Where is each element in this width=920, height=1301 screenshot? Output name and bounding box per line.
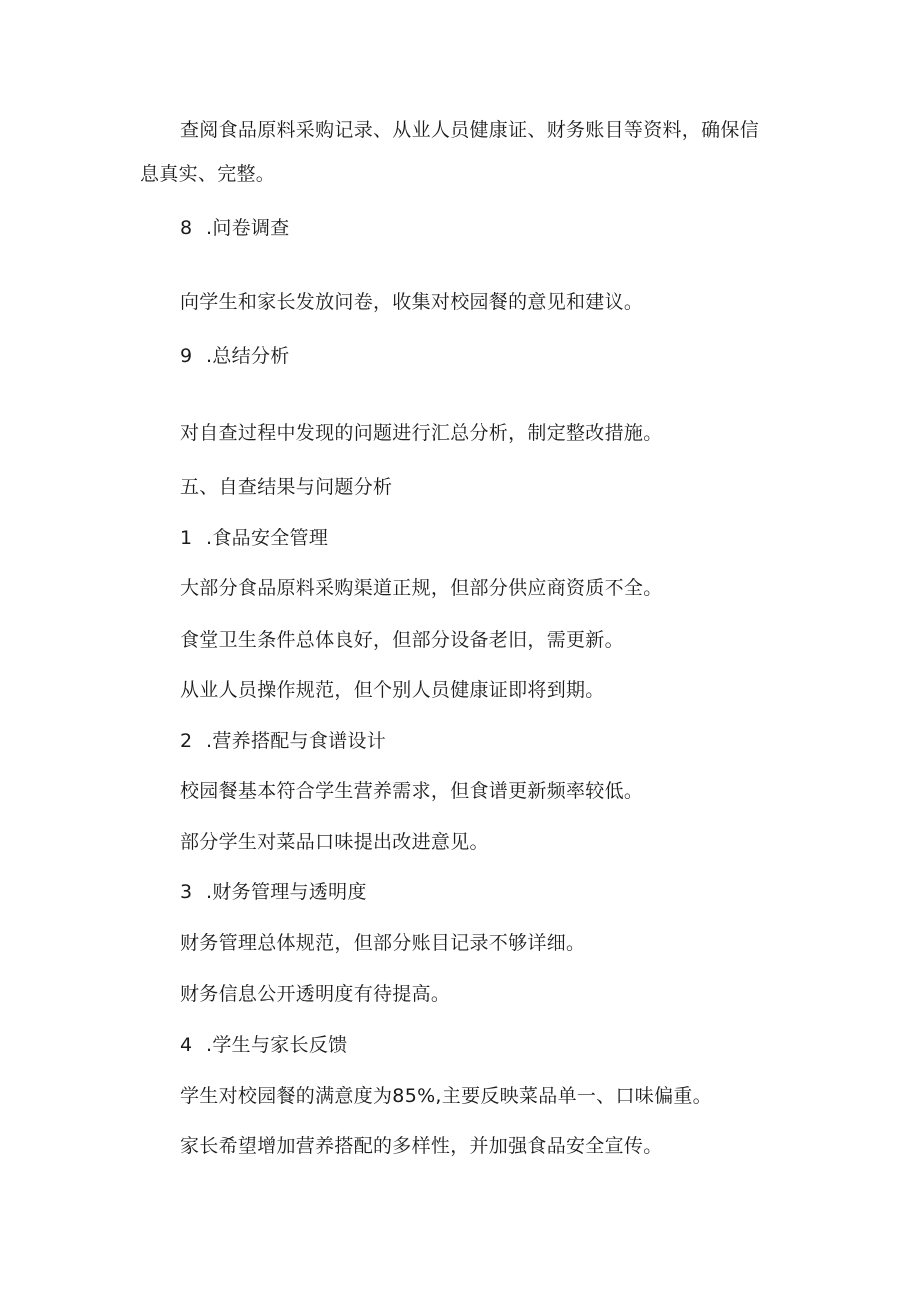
subheading-2 <box>180 729 386 753</box>
paragraph-line: 查阅食品原料采购记录、从业人员健康证、财务账目等资料，确保信 <box>180 119 760 141</box>
paragraph-line: 向学生和家长发放问卷，收集对校园餐的意见和建议。 <box>180 291 644 313</box>
heading-text: .总结分析 <box>206 345 290 367</box>
list-item: 食堂卫生条件总体良好，但部分设备老旧，需更新。 <box>180 629 624 651</box>
list-item: 大部分食品原料采购渠道正规，但部分供应商资质不全。 <box>180 577 663 599</box>
heading-text: .财务管理与透明度 <box>206 881 367 903</box>
paragraph-line: 对自查过程中发现的问题进行汇总分析，制定整改措施。 <box>180 422 663 444</box>
heading-number: 1 <box>180 527 193 549</box>
list-item: 财务信息公开透明度有待提高。 <box>180 983 451 1005</box>
heading-text: .营养搭配与食谱设计 <box>206 730 387 752</box>
subheading-3 <box>180 880 367 904</box>
heading-text: .学生与家长反馈 <box>206 1034 348 1056</box>
heading-item-8 <box>180 216 290 240</box>
heading-number: 2 <box>180 730 193 752</box>
list-item: 校园餐基本符合学生营养需求，但食谱更新频率较低。 <box>180 780 644 802</box>
subheading-1 <box>180 526 328 550</box>
list-item: 财务管理总体规范，但部分账目记录不够详细。 <box>180 932 586 954</box>
list-item: 家长希望增加营养搭配的多样性，并加强食品安全宣传。 <box>180 1135 663 1157</box>
section-heading: 五、自查结果与问题分析 <box>180 476 393 498</box>
list-item: 学生对校园餐的满意度为85%,主要反映菜品单一、口味偏重。 <box>180 1085 712 1107</box>
heading-item-9 <box>180 344 290 368</box>
list-item: 部分学生对菜品口味提出改进意见。 <box>180 831 489 853</box>
heading-number: 8 <box>180 217 193 239</box>
heading-text: .食品安全管理 <box>206 527 329 549</box>
subheading-4 <box>180 1033 347 1057</box>
heading-number: 4 <box>180 1034 193 1056</box>
paragraph-line: 息真实、完整。 <box>140 163 276 185</box>
heading-number: 9 <box>180 345 193 367</box>
heading-number: 3 <box>180 881 193 903</box>
heading-text: .问卷调查 <box>206 217 290 239</box>
list-item: 从业人员操作规范，但个别人员健康证即将到期。 <box>180 679 605 701</box>
